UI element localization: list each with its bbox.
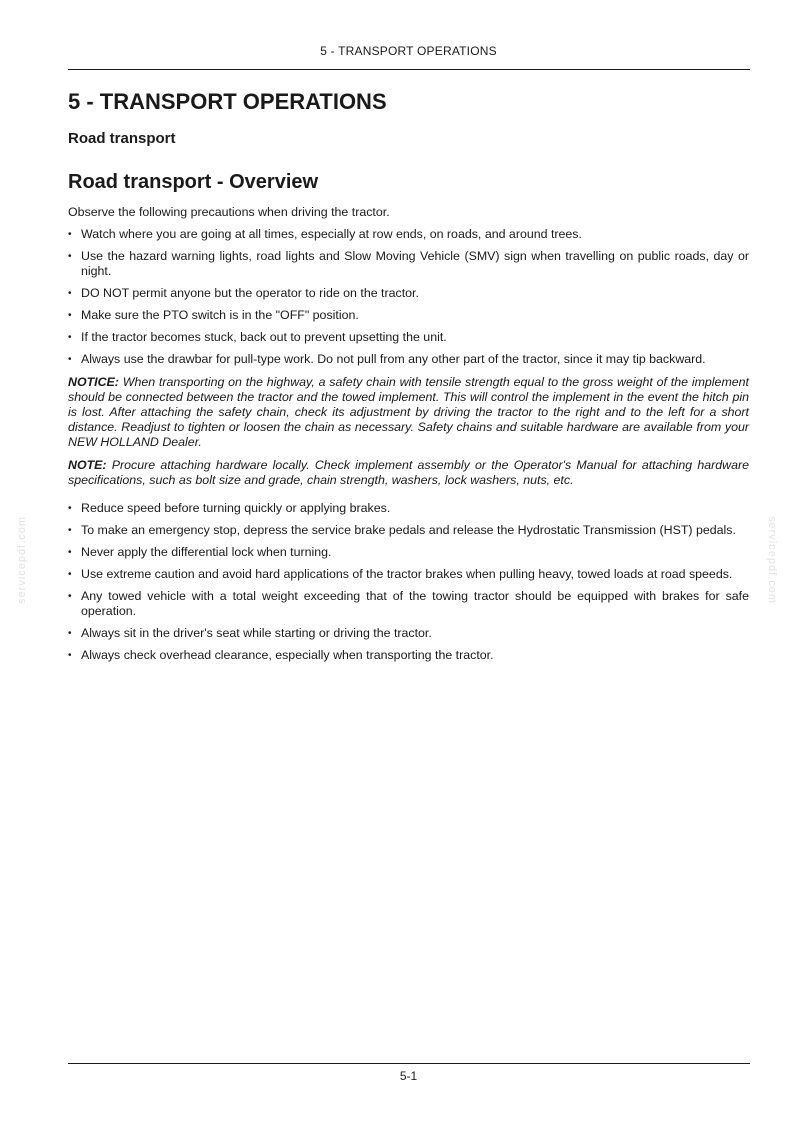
footer-rule xyxy=(68,1063,750,1064)
bullet-icon: • xyxy=(68,251,72,262)
bullet-icon: • xyxy=(68,628,72,639)
list-item: • Never apply the differential lock when turning. xyxy=(68,545,332,559)
list-item: • Any towed vehicle with a total weight exceeding that of the towing tractor should be equipped with brakes for safe operation. xyxy=(68,589,749,618)
bullet-icon: • xyxy=(68,547,72,558)
page-number: 5-1 xyxy=(399,1069,418,1083)
note-paragraph xyxy=(68,458,749,488)
intro-paragraph: Observe the following precautions when driving the tractor. xyxy=(68,205,390,219)
bullet-icon: • xyxy=(68,525,72,536)
note-label: NOTE: xyxy=(68,458,107,472)
running-header: 5 - TRANSPORT OPERATIONS xyxy=(320,44,497,58)
bullet-icon: • xyxy=(68,650,72,661)
list-item: • Always sit in the driver's seat while starting or driving the tractor. xyxy=(68,626,432,640)
list-item: • Reduce speed before turning quickly or applying brakes. xyxy=(68,501,391,515)
bullet-icon: • xyxy=(68,569,72,580)
bullet-icon: • xyxy=(68,354,72,365)
bullet-icon: • xyxy=(68,332,72,343)
list-item: • DO NOT permit anyone but the operator to ride on the tractor. xyxy=(68,286,419,300)
precautions-list-2 xyxy=(68,501,749,663)
list-item: • Use the hazard warning lights, road lights and Slow Moving Vehicle (SMV) sign when travelling on public roads, day or night. xyxy=(68,249,749,278)
list-item: • To make an emergency stop, depress the service brake pedals and release the Hydrostatic Transmission (HST) pedals. xyxy=(68,523,736,537)
header-rule xyxy=(68,69,750,70)
bullet-icon: • xyxy=(68,288,72,299)
topic-title: Road transport - Overview xyxy=(68,171,319,193)
section-title: Road transport xyxy=(68,130,176,147)
notice-paragraph xyxy=(68,375,749,450)
page-content xyxy=(68,86,749,663)
list-item: • Make sure the PTO switch is in the "OFF" position. xyxy=(68,308,359,322)
watermark-left: servicepdf.com xyxy=(16,516,28,604)
bullet-icon: • xyxy=(68,229,72,240)
notice-label: NOTICE: xyxy=(68,375,119,389)
bullet-icon: • xyxy=(68,591,72,602)
list-item: • If the tractor becomes stuck, back out to prevent upsetting the unit. xyxy=(68,330,447,344)
list-item: • Always check overhead clearance, especially when transporting the tractor. xyxy=(68,648,494,662)
watermark-right: servicepdf.com xyxy=(766,516,778,604)
chapter-title: 5 - TRANSPORT OPERATIONS xyxy=(68,89,387,114)
bullet-icon: • xyxy=(68,310,72,321)
precautions-list-1 xyxy=(68,227,749,367)
list-item: • Watch where you are going at all times, especially at row ends, on roads, and around trees. xyxy=(68,227,582,241)
note-text: Procure attaching hardware locally. Check implement assembly or the Operator's Manual for attaching hardware specifications, such as bolt size and grade, chain strength, washers, lock washers, nuts, etc. xyxy=(68,458,749,487)
bullet-icon: • xyxy=(68,503,72,514)
list-item: • Always use the drawbar for pull-type work. Do not pull from any other part of the tractor, since it may tip backward. xyxy=(68,352,706,366)
list-item: • Use extreme caution and avoid hard applications of the tractor brakes when pulling heavy, towed loads at road speeds. xyxy=(68,567,733,581)
notice-text: When transporting on the highway, a safety chain with tensile strength equal to the gross weight of the implement should be connected between the tractor and the towed implement. This will control the implement in the event the hitch pin is lost. After attaching the safety chain, check its adjustment by driving the tractor to the right and to the left for a short distance. Readjust to tighten or loosen the chain as necessary. Safety chains and suitable hardware are available from your NEW HOLLAND Dealer. xyxy=(68,375,749,449)
